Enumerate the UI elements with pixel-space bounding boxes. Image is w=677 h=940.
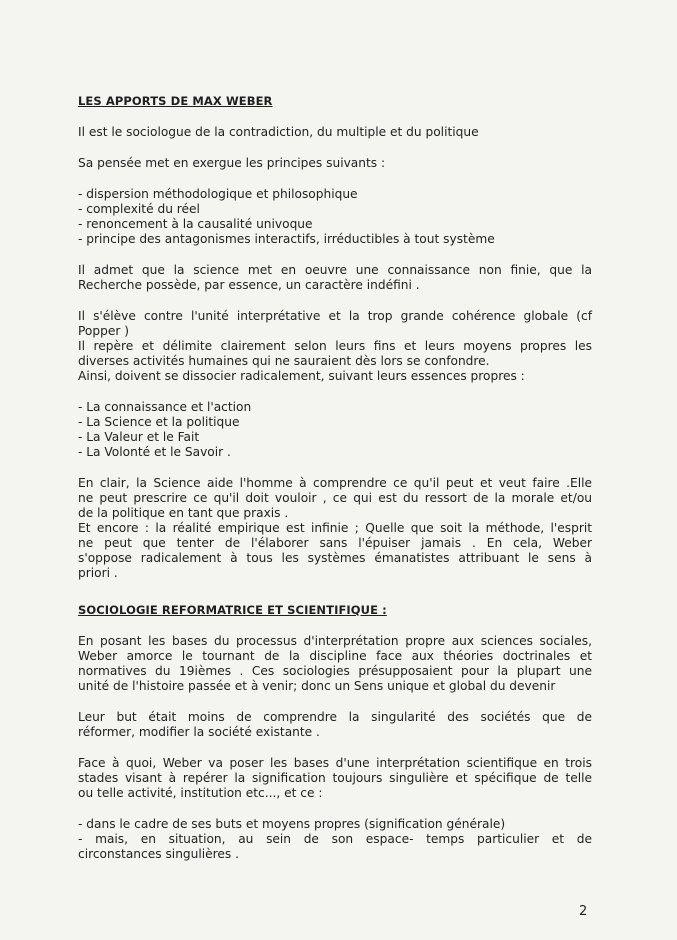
conclusion-paragraph [78, 476, 592, 581]
paragraph-line: ne peut prescrire ce qu'il doit vouloir , ce qui est du ressort de la morale et/ou [78, 491, 592, 505]
paragraph-line: Leur but était moins de comprendre la singularité des sociétés que de [78, 710, 592, 724]
paragraph-line: Weber amorce le tournant de la discipline face aux théories doctrinales et [78, 649, 592, 663]
paragraph-line: Il admet que la science met en oeuvre une connaissance non finie, que la [78, 263, 592, 277]
paragraph-line: Il repère et délimite clairement selon leurs fins et leurs moyens propres les [78, 339, 592, 353]
paragraph-line: circonstances singulières . [78, 847, 239, 861]
list-item: - La connaissance et l'action [78, 400, 252, 414]
principles-intro: Sa pensée met en exergue les principes suivants : [78, 156, 386, 170]
paragraph-line: Et encore : la réalité empirique est infinie ; Quelle que soit la méthode, l'esprit [78, 521, 592, 535]
unity-paragraph [78, 309, 592, 384]
paragraph-line: Face à quoi, Weber va poser les bases d'une interprétation scientifique en trois [78, 756, 592, 770]
paragraph-line: ne peut que tenter de l'élaborer sans l'épuiser jamais . En cela, Weber [78, 536, 592, 550]
paragraph-line: Il s'élève contre l'unité interprétative et la trop grande cohérence globale (cf [78, 309, 592, 323]
pairs-list [78, 400, 592, 460]
stages-paragraph [78, 756, 592, 801]
bases-paragraph [78, 634, 592, 694]
paragraph-line: Popper ) [78, 324, 129, 338]
paragraph-line: - mais, en situation, au sein de son espace- temps particulier et de [78, 832, 592, 846]
paragraph-line: priori . [78, 566, 118, 580]
paragraph-line: unité de l'histoire passée et à venir; donc un Sens unique et global du devenir [78, 679, 556, 693]
list-item: - La Volonté et le Savoir . [78, 445, 231, 459]
section-heading-sociologie: SOCIOLOGIE REFORMATRICE ET SCIENTIFIQUE : [78, 603, 387, 617]
paragraph-line: En posant les bases du processus d'interprétation propre aux sciences sociales, [78, 634, 592, 648]
frame-paragraph [78, 817, 592, 862]
paragraph-line: de la politique en tant que praxis . [78, 506, 289, 520]
goal-paragraph [78, 710, 592, 740]
list-item: - principe des antagonismes interactifs, irréductibles à tout système [78, 232, 495, 246]
list-item: - La Valeur et le Fait [78, 430, 200, 444]
paragraph-line: diverses activités humaines qui ne sauraient dès lors se confondre. [78, 354, 490, 368]
paragraph-line: stades visant à repérer la signification toujours singulière et spécifique de telle [78, 771, 592, 785]
list-item: - complexité du réel [78, 202, 200, 216]
list-item: - La Science et la politique [78, 415, 240, 429]
principles-list [78, 187, 592, 247]
paragraph-line: Recherche possède, par essence, un caractère indéfini . [78, 278, 420, 292]
science-paragraph [78, 263, 592, 293]
paragraph-line: En clair, la Science aide l'homme à comprendre ce qu'il peut et veut faire .Elle [78, 476, 592, 490]
page-content [78, 94, 592, 862]
paragraph-line: normatives du 19ièmes . Ces sociologies présupposaient pour la plupart une [78, 664, 592, 678]
paragraph-line: ou telle activité, institution etc..., et ce : [78, 786, 323, 800]
list-item: - renoncement à la causalité univoque [78, 217, 313, 231]
paragraph-line: - dans le cadre de ses buts et moyens propres (signification générale) [78, 817, 506, 831]
section-heading-max-weber: LES APPORTS DE MAX WEBER [78, 94, 273, 108]
list-item: - dispersion méthodologique et philosophique [78, 187, 358, 201]
intro-line: Il est le sociologue de la contradiction, du multiple et du politique [78, 125, 479, 139]
paragraph-line: réformer, modifier la société existante . [78, 725, 320, 739]
paragraph-line: s'oppose radicalement à tous les systèmes émanatistes attribuant le sens à [78, 551, 592, 565]
paragraph-line: Ainsi, doivent se dissocier radicalement, suivant leurs essences propres : [78, 369, 525, 383]
page-number: 2 [579, 904, 588, 919]
